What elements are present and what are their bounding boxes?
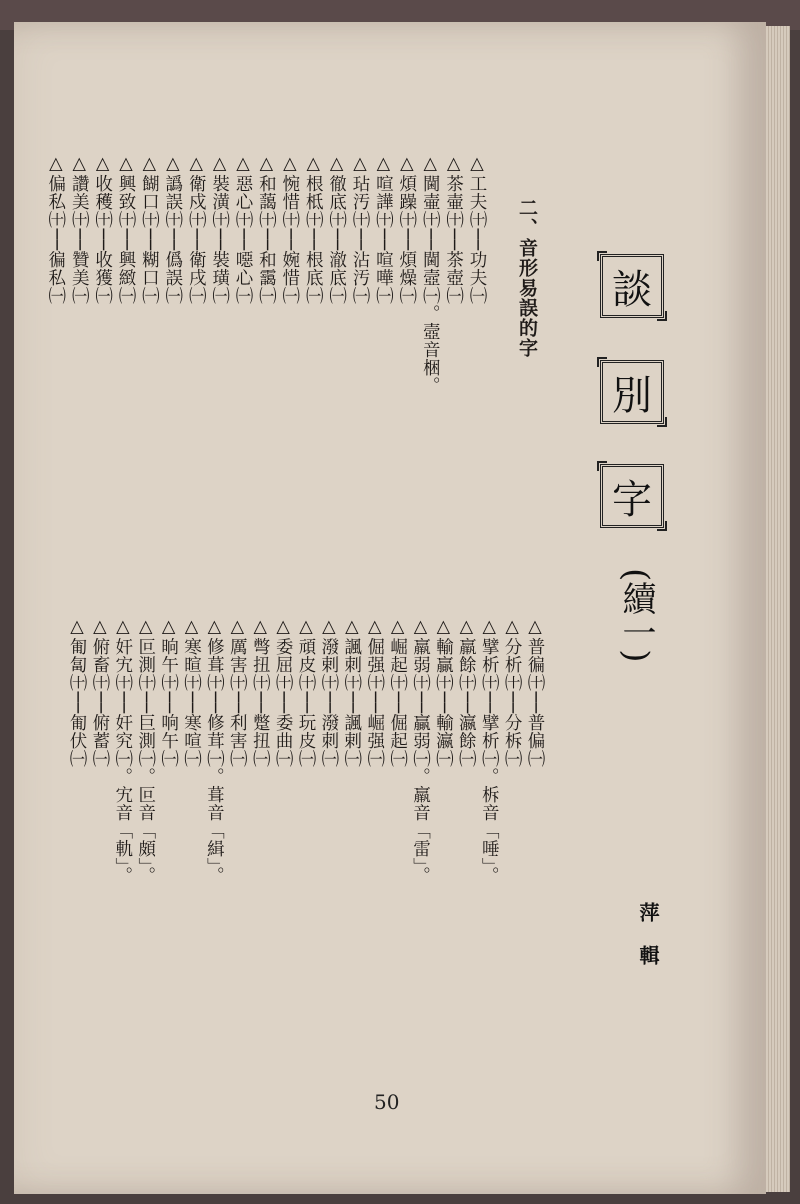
bottom-entry: △匍匐㈩──匍伏㈠ [67, 617, 87, 768]
bottom-entry: △羸餘㈩──瀛餘㈠ [456, 617, 477, 768]
top-entry: △根柢㈩──根底㈠ [303, 154, 324, 305]
bottom-entry: △輸贏㈩──輸瀛㈠ [433, 617, 454, 768]
page-number: 50 [374, 1090, 400, 1114]
top-entry: △偏私㈩──徧私㈠ [45, 154, 66, 305]
top-entry: △衛戍㈩──衛戌㈠ [186, 154, 207, 305]
bottom-entry: △潑剌㈩──潑刺㈠ [318, 617, 339, 768]
subtitle: (續一) [616, 568, 656, 663]
bottom-entry: △分析㈩──分柝㈠ [502, 617, 523, 768]
bottom-entry: △修葺㈩──修茸㈠。葺音「緝」。 [204, 617, 225, 885]
book-page [14, 22, 766, 1194]
top-entry: △徹底㈩──澈底㈠ [326, 154, 347, 305]
title-box-1 [600, 254, 664, 318]
bottom-entry: △晌午㈩──响午㈠ [158, 617, 179, 768]
bottom-entry: △叵測㈩──巨測㈠。叵音「頗」。 [135, 617, 156, 885]
bottom-entry: △厲害㈩──利害㈠ [227, 617, 248, 768]
bottom-entry: △羸弱㈩──贏弱㈠。羸音「雷」。 [410, 617, 431, 885]
author: 萍 輯 [636, 902, 660, 973]
top-entry: △閫壷㈩──閫壼㈠。壼音梱。 [420, 154, 441, 395]
bottom-entry: △諷刺㈩──諷剌㈠ [341, 617, 362, 768]
top-entry: △興致㈩──興緻㈠ [116, 154, 136, 305]
title-char-1: 談 [612, 266, 652, 313]
top-entry: △讚美㈩──贊美㈠ [69, 154, 90, 305]
top-entry: △收穫㈩──收獲㈠ [92, 154, 113, 305]
title-char-3: 字 [612, 476, 652, 523]
top-entry: △煩躁㈩──煩燥㈠ [396, 154, 417, 305]
top-entry: △喧譁㈩──喧嘩㈠ [373, 154, 394, 305]
top-entry: △譌誤㈩──僞誤㈠ [162, 154, 183, 305]
top-entry: △玷汚㈩──沾汚㈠ [350, 154, 370, 305]
bottom-entry: △彆扭㈩──蹩扭㈠ [250, 617, 271, 768]
top-entry: △和藹㈩──和靄㈠ [256, 154, 277, 305]
top-entry: △工夫㈩──功夫㈠ [467, 154, 487, 305]
title-box-3 [600, 464, 664, 528]
bottom-entry: △委屈㈩──委曲㈠ [273, 617, 294, 768]
top-entry: △惋惜㈩──婉惜㈠ [279, 154, 300, 305]
bottom-entry: △倔强㈩──崛强㈠ [364, 617, 385, 768]
bottom-entry: △崛起㈩──倔起㈠ [387, 617, 408, 768]
bottom-entry: △奸宄㈩──奸究㈠。宄音「軌」。 [112, 617, 133, 885]
page-edge [766, 26, 790, 1192]
top-entry: △惡心㈩──噁心㈠ [233, 154, 253, 305]
bottom-entry: △寒暄㈩──寒喧㈠ [181, 617, 202, 768]
bottom-entry: △俯畜㈩──俯蓄㈠ [89, 617, 110, 768]
top-entry: △茶壷㈩──茶壺㈠ [443, 154, 464, 305]
bottom-entry: △擘析㈩──擘析㈠。柝音「唾」。 [479, 617, 500, 885]
bottom-entry: △普徧㈩──普偏㈠ [525, 617, 545, 768]
bottom-entry: △頑皮㈩──玩皮㈠ [296, 617, 316, 768]
title-box-2 [600, 360, 664, 424]
top-entry: △餬口㈩──糊口㈠ [139, 154, 160, 305]
section-heading: 二、音形易誤的字 [516, 198, 538, 358]
top-entry: △裝潢㈩──裝璜㈠ [209, 154, 230, 305]
title-char-2: 別 [612, 372, 652, 419]
